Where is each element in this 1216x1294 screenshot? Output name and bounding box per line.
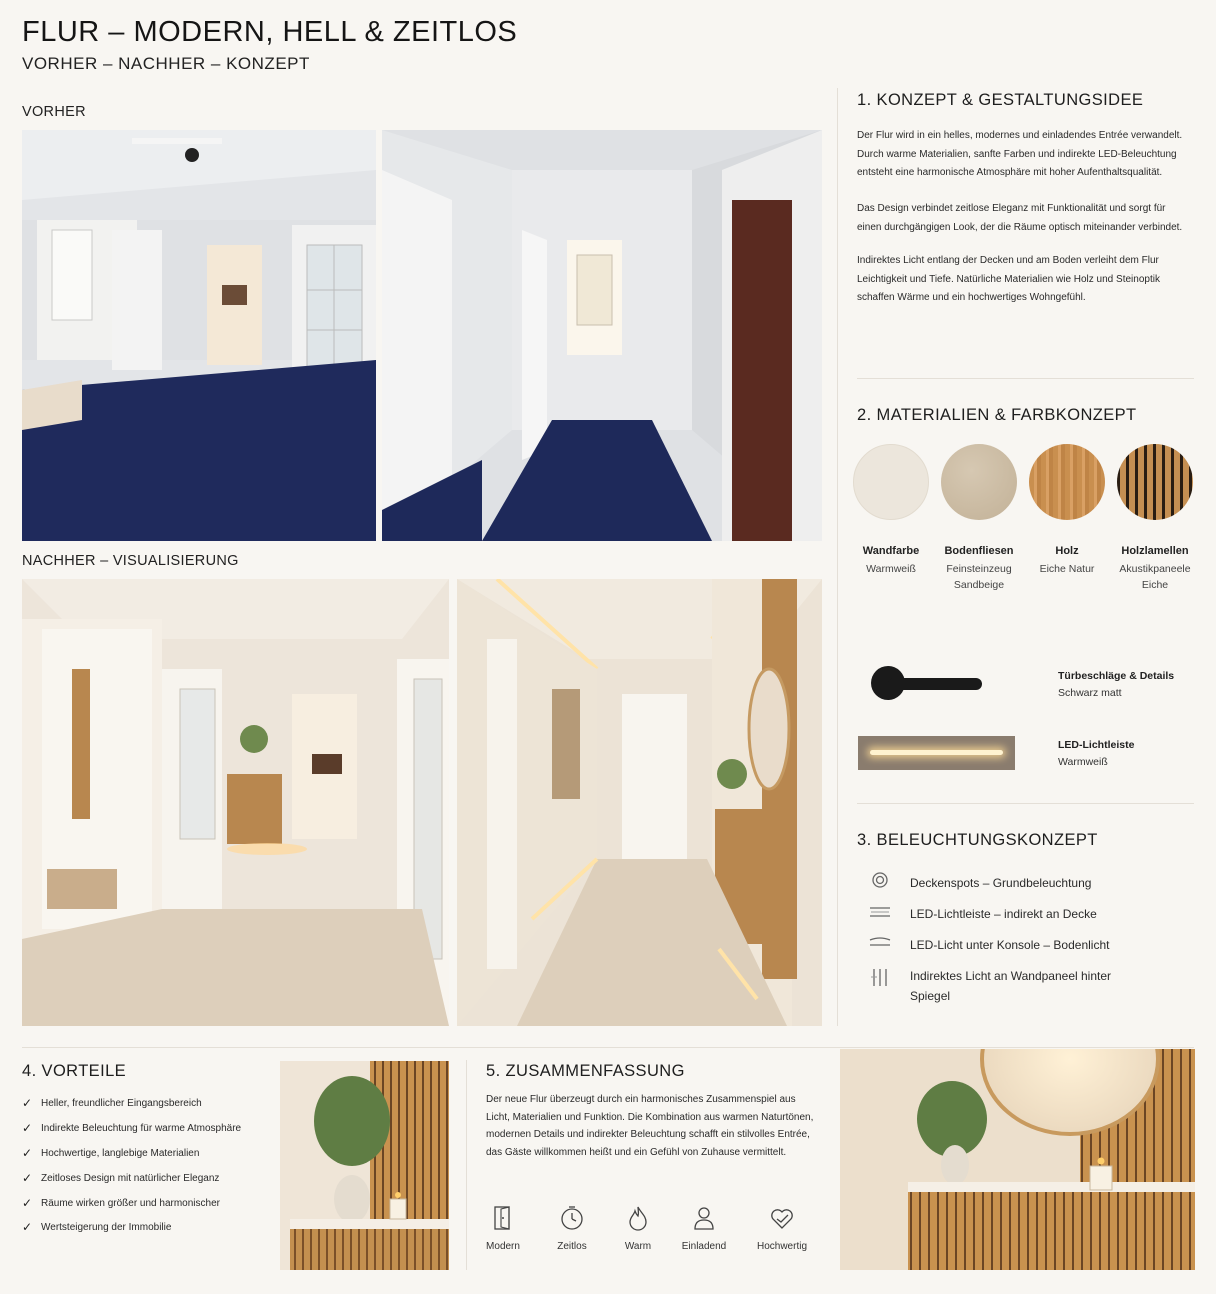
feature-warm: [603, 1205, 673, 1252]
swatch-name-2: Bodenfliesen: [944, 545, 1014, 557]
check-icon: ✓: [22, 1196, 33, 1210]
led-strip-icon: [858, 736, 1015, 770]
concept-paragraph-2: Das Design verbindet zeitlose Eleganz mit Funktionalität und sorgt für einen durchgängigen Look, der die Räume optisch miteinander verbindet.: [857, 203, 1183, 233]
flame-icon: [627, 1205, 649, 1231]
lighting-heading: 3. BELEUCHTUNGSKONZEPT: [857, 831, 1098, 849]
summary-heading: 5. ZUSAMMENFASSUNG: [486, 1062, 685, 1080]
door-icon: [491, 1205, 515, 1231]
swatch-wood-slats: [1117, 444, 1193, 520]
quality-heart-icon: [769, 1205, 795, 1231]
swatch-sub-4a: Akustikpaneele: [1119, 563, 1191, 575]
feature-timeless: [537, 1205, 607, 1252]
after-photo-1: [22, 579, 449, 1026]
check-icon: ✓: [22, 1171, 33, 1185]
before-photo-1: [22, 130, 376, 541]
check-icon: ✓: [22, 1121, 33, 1135]
swatch-sub-3: Eiche Natur: [1039, 563, 1095, 575]
detail-title-led: LED-Lichtleiste: [1058, 739, 1135, 751]
feature-modern: [468, 1205, 538, 1252]
detail-sub-handle: Schwarz matt: [1058, 687, 1122, 699]
ceiling-spot-icon: [868, 870, 892, 890]
feature-inviting: [669, 1205, 739, 1252]
check-icon: ✓: [22, 1220, 33, 1234]
person-icon: [692, 1205, 716, 1231]
before-label: VORHER: [22, 104, 86, 120]
wall-panel-light-icon: [868, 967, 892, 987]
check-icon: ✓: [22, 1096, 33, 1110]
detail-photo-plant: [280, 1061, 449, 1270]
before-photo-2: [382, 130, 822, 541]
lighting-item-3-text: LED-Licht unter Konsole – Bodenlicht: [910, 938, 1110, 952]
after-photo-2: [457, 579, 822, 1026]
feature-label: Modern: [486, 1241, 520, 1252]
concept-paragraph-3: Indirektes Licht entlang der Decken und am Boden verleiht dem Flur Leichtigkeit und Tiefe. Natürliche Materialien wie Holz und Steinoptik schaffen Wärme und ein hochwertiges Wohngefühl.: [857, 255, 1160, 303]
detail-sub-led: Warmweiß: [1058, 756, 1108, 768]
lighting-item-4-text: Indirektes Licht an Wandpaneel hinter Spiegel: [910, 969, 1112, 1003]
detail-title-handle: Türbeschläge & Details: [1058, 670, 1175, 682]
after-label: NACHHER – VISUALISIERUNG: [22, 553, 239, 569]
swatch-sub-2a: Feinsteinzeug: [946, 563, 1012, 575]
summary-text: Der neue Flur überzeugt durch ein harmonisches Zusammenspiel aus Licht, Materialien und Funktion. Die Kombination aus warmen Naturtönen, modernen Details und indirekter Beleuchtung schafft ein stilvolles Entrée, das Gäste willkommen heißt und ein Gefühl von Zuhause vermittelt.: [486, 1094, 814, 1158]
console-light-icon: [868, 932, 892, 952]
swatch-sub-1: Warmweiß: [866, 563, 916, 575]
feature-label: Warm: [624, 1241, 652, 1252]
feature-label: Zeitlos: [557, 1241, 587, 1252]
concept-paragraph-1: Der Flur wird in ein helles, modernes und einladendes Entrée verwandelt. Durch warme Materialien, sanfte Farben und indirekte LED-Beleuchtung entsteht eine harmonische Atmosphäre mit hoher Aufenthaltsqualität.: [857, 130, 1183, 178]
concept-heading: 1. KONZEPT & GESTALTUNGSIDEE: [857, 91, 1144, 109]
ceiling-led-icon: [868, 901, 892, 921]
swatch-sub-4b: Eiche: [1141, 579, 1169, 591]
swatch-wall-color: [853, 444, 929, 520]
swatch-name-1: Wandfarbe: [862, 545, 920, 557]
feature-high-quality: [747, 1205, 817, 1252]
door-handle-icon: [868, 662, 986, 704]
check-icon: ✓: [22, 1146, 33, 1160]
detail-photo-mirror: [840, 1049, 1195, 1270]
swatch-name-4: Holzlamellen: [1121, 545, 1189, 557]
swatch-name-3: Holz: [1055, 545, 1079, 557]
lighting-item-2-text: LED-Lichtleiste – indirekt an Decke: [910, 907, 1097, 921]
page-title: FLUR – MODERN, HELL & ZEITLOS: [22, 16, 518, 48]
advantages-heading: 4. VORTEILE: [22, 1062, 127, 1080]
feature-label: Einladend: [681, 1241, 727, 1252]
swatch-sub-2b: Sandbeige: [953, 579, 1005, 591]
swatch-wood: [1029, 444, 1105, 520]
lighting-item-1-text: Deckenspots – Grundbeleuchtung: [910, 876, 1092, 890]
swatch-floor-tiles: [941, 444, 1017, 520]
feature-label: Hochwertig: [756, 1241, 808, 1252]
materials-heading: 2. MATERIALIEN & FARBKONZEPT: [857, 406, 1137, 424]
page-subtitle: VORHER – NACHHER – KONZEPT: [22, 54, 310, 73]
clock-icon: [559, 1205, 585, 1231]
